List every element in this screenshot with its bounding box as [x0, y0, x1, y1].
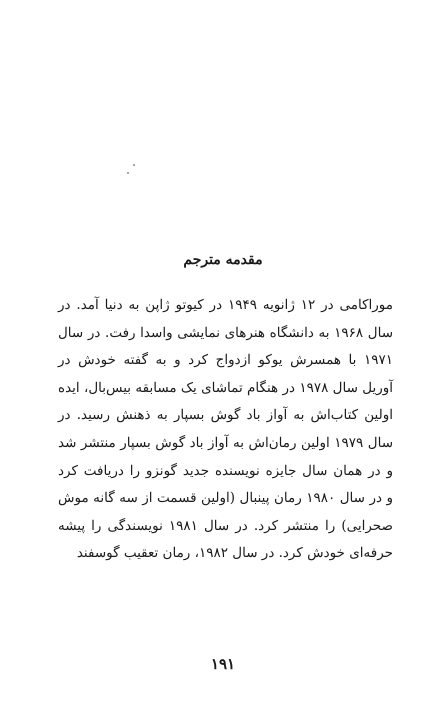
text-line: و در سال ۱۹۸۰ رمان پینبال (اولین قسمت از سه گانه موش: [58, 490, 393, 507]
text-line: و در همان سال جایزه نویسنده جدید گونزو را دریافت کرد: [58, 462, 393, 479]
page-number: ۱۹۱: [210, 655, 236, 673]
text-line: آوریل سال ۱۹۷۸ در هنگام تماشای یک مسابقه بیس‌بال، ایده: [58, 379, 393, 396]
text-line: اولین کتاب‌اش به آواز باد گوش بسپار به ذهنش رسید. در: [58, 407, 393, 424]
ink-speck: [127, 172, 129, 174]
body-paragraph: [58, 292, 393, 568]
text-line: صحرایی) را منتشر کرد. در سال ۱۹۸۱ نویسندگی را پیشه: [58, 517, 393, 534]
text-line: حرفه‌ای خودش کرد. در سال ۱۹۸۲، رمان تعقیب گوسفند: [76, 545, 393, 562]
text-line: ۱۹۷۱ با همسرش یوکو ازدواج کرد و به گفته خودش در: [58, 352, 393, 369]
ink-speck: [133, 164, 135, 166]
text-line: سال ۱۹۷۹ اولین رمان‌اش به آواز باد گوش بسپار منتشر شد: [58, 434, 394, 451]
text-line: موراکامی در ۱۲ ژانویه ۱۹۴۹ در کیوتو ژاپن به دنیا آمد. در: [58, 297, 393, 313]
section-heading: مقدمه مترجم: [183, 252, 263, 268]
text-line: سال ۱۹۶۸ به دانشگاه هنرهای نمایشی واسدا رفت. در سال: [58, 324, 394, 341]
